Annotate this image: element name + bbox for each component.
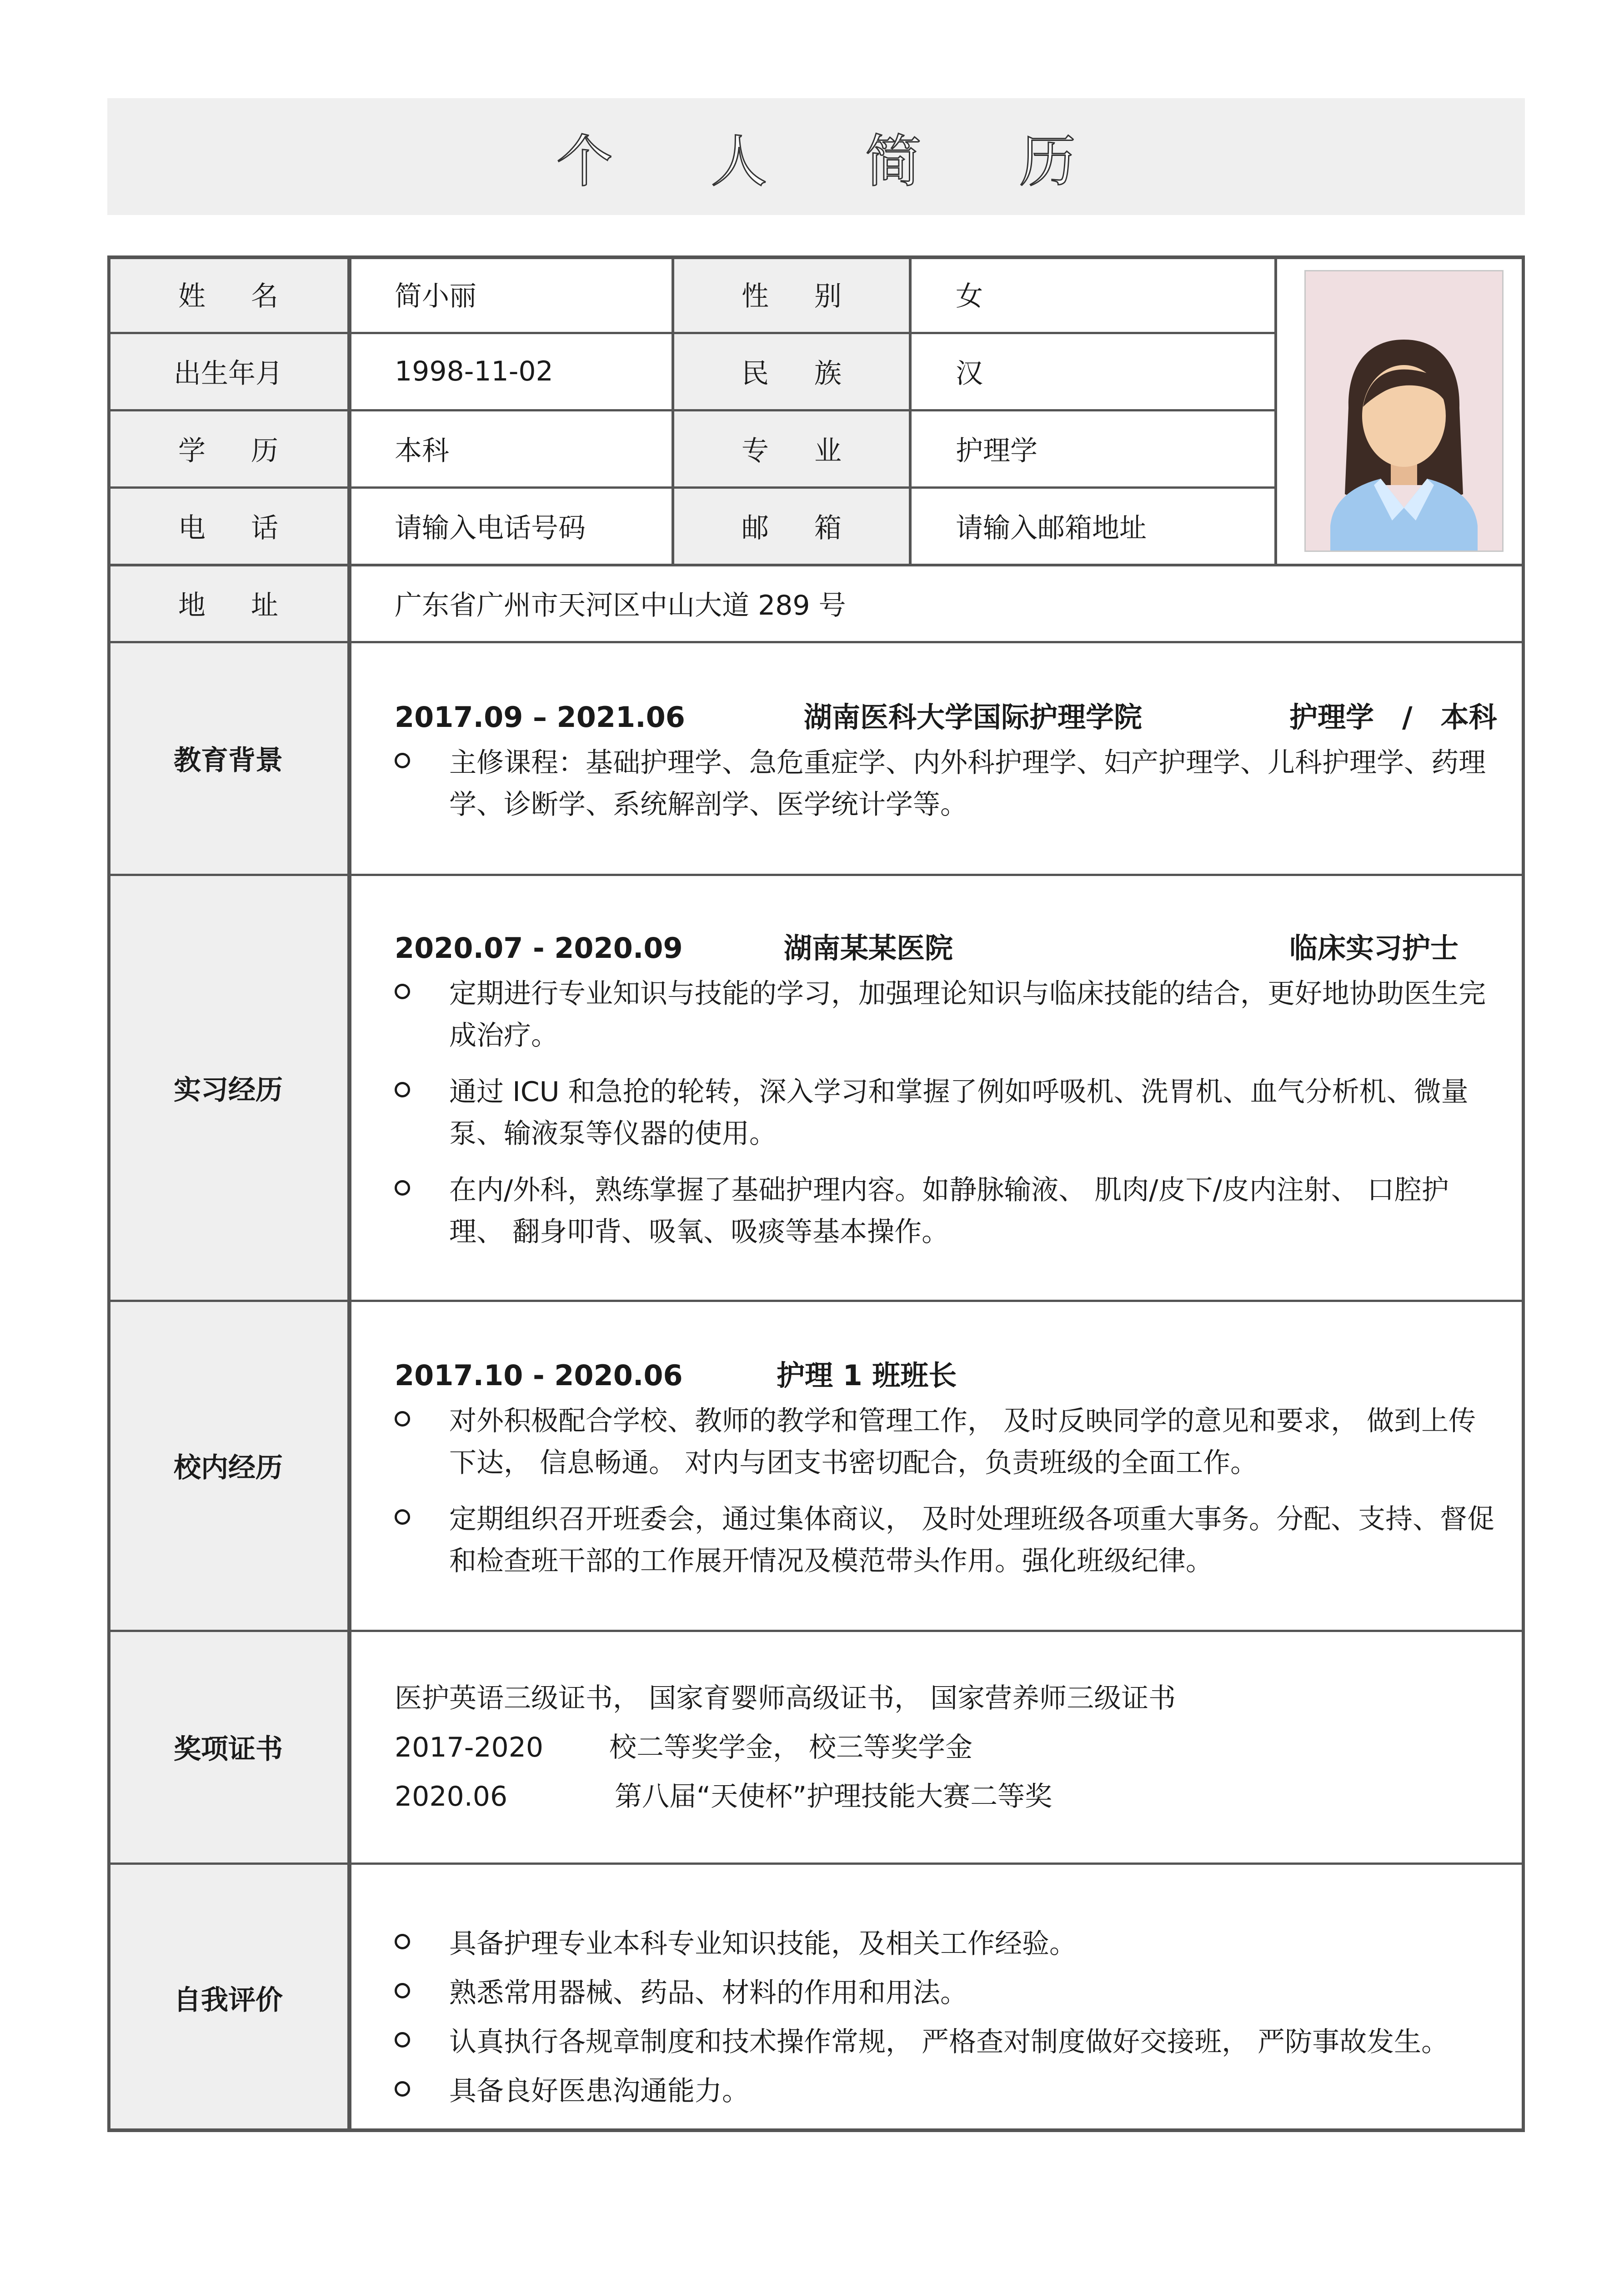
address-label: 地址 [107,565,349,642]
internship-section [395,927,1495,1267]
birth-label: 出生年月 [107,333,349,410]
ethnicity-label: 民族 [673,333,910,410]
row-divider [107,1862,1525,1865]
gender-value: 女 [956,280,983,312]
email-label: 邮箱 [673,487,910,565]
avatar-icon [1306,271,1502,551]
internship-role: 临床实习护士 [1289,931,1459,965]
circle-bullet-icon [395,1411,410,1427]
gender-label: 性别 [673,255,910,333]
award-text: 校二等奖学金， 校三等奖学金 [609,1732,973,1763]
column-divider [672,255,674,565]
email-value: 请输入邮箱地址 [956,512,1147,544]
row-divider [107,1630,1525,1632]
education-degree: 护理学 / 本科 [1289,701,1497,734]
phone-value: 请输入电话号码 [395,512,586,544]
campus-section-label: 校内经历 [107,1301,349,1631]
education-section [395,696,1495,840]
row-divider [107,1300,1525,1302]
self-eval-section [395,1923,1495,2119]
row-divider [107,486,1276,489]
list-item: 定期组织召开班委会，通过集体商议， 及时处理班级各项重大事务。分配、支持、督促和检查班干部的工作展开情况及模范带头作用。强化班级纪律。 [395,1498,1495,1582]
label-column-divider [347,255,351,2132]
education-section-label: 教育背景 [107,642,349,875]
list-item: 认真执行各规章制度和技术操作常规， 严格查对制度做好交接班， 严防事故发生。 [395,2021,1495,2063]
list-item: 对外积极配合学校、教师的教学和管理工作， 及时反映同学的意见和要求， 做到上传下达， 信息畅通。 对内与团支书密切配合，负责班级的全面工作。 [395,1400,1495,1484]
award-date: 2017-2020 [395,1732,544,1763]
education-value: 本科 [395,435,449,467]
award-line: 医护英语三级证书， 国家育婴师高级证书， 国家营养师三级证书 [395,1682,1176,1714]
ethnicity-value: 汉 [956,358,983,390]
column-divider [1274,255,1277,565]
table-border-bottom [107,2128,1525,2132]
table-border-right [1522,255,1525,2132]
internship-period: 2020.07 - 2020.09 [395,931,683,965]
award-line [395,1727,1495,1776]
internship-header [395,927,1495,973]
major-label: 专业 [673,410,910,487]
list-item: 主修课程：基础护理学、急危重症学、内外科护理学、妇产护理学、儿科护理学、药理学、诊断学、系统解剖学、医学统计学等。 [395,742,1495,826]
circle-bullet-icon [395,1934,410,1949]
list-item: 定期进行专业知识与技能的学习，加强理论知识与临床技能的结合，更好地协助医生完成治疗。 [395,973,1495,1056]
campus-role: 护理 1 班班长 [777,1359,957,1392]
row-divider [107,641,1525,643]
award-line [395,1776,1495,1825]
row-divider [107,874,1525,876]
list-item: 熟悉常用器械、药品、材料的作用和用法。 [395,1972,1495,2014]
circle-bullet-icon [395,1509,410,1525]
education-label: 学历 [107,410,349,487]
birth-value: 1998-11-02 [395,355,553,387]
circle-bullet-icon [395,1983,410,1998]
page-title: 个 人 简 历 [556,129,1116,195]
education-period: 2017.09 – 2021.06 [395,701,685,734]
list-item: 通过 ICU 和急抢的轮转，深入学习和掌握了例如呼吸机、洗胃机、血气分析机、微量泵、输液泵等仪器的使用。 [395,1071,1495,1155]
education-header [395,696,1495,742]
circle-bullet-icon [395,2032,410,2048]
awards-section [395,1677,1495,1825]
campus-header [395,1355,1495,1400]
phone-label: 电话 [107,487,349,565]
internship-section-label: 实习经历 [107,875,349,1301]
title-bar [107,98,1525,215]
row-divider [107,564,1525,566]
circle-bullet-icon [395,2081,410,2097]
circle-bullet-icon [395,1180,410,1196]
major-value: 护理学 [956,435,1038,467]
circle-bullet-icon [395,1082,410,1097]
name-value: 简小丽 [395,280,476,312]
list-item: 具备良好医患沟通能力。 [395,2070,1495,2112]
row-divider [107,409,1276,411]
awards-section-label: 奖项证书 [107,1631,349,1863]
award-date: 2020.06 [395,1781,508,1812]
profile-photo [1304,270,1504,552]
list-item: 具备护理专业本科专业知识技能，及相关工作经验。 [395,1923,1495,1965]
self-eval-section-label: 自我评价 [107,1863,349,2132]
list-item: 在内/外科，熟练掌握了基础护理内容。如静脉输液、 肌肉/皮下/皮内注射、 口腔护理、 翻身叩背、吸氧、吸痰等基本操作。 [395,1169,1495,1253]
name-label: 姓名 [107,255,349,333]
column-divider [909,255,912,565]
campus-period: 2017.10 - 2020.06 [395,1359,683,1392]
row-divider [107,332,1276,334]
education-school: 湖南医科大学国际护理学院 [804,701,1143,734]
campus-section [395,1355,1495,1597]
table-border-top [107,255,1525,259]
table-border-left [107,255,110,2132]
circle-bullet-icon [395,984,410,999]
award-text: 第八届“天使杯”护理技能大赛二等奖 [615,1781,1053,1812]
internship-org: 湖南某某医院 [784,931,953,965]
address-value: 广东省广州市天河区中山大道 289 号 [395,590,846,621]
circle-bullet-icon [395,753,410,768]
resume-table [107,255,1525,2132]
